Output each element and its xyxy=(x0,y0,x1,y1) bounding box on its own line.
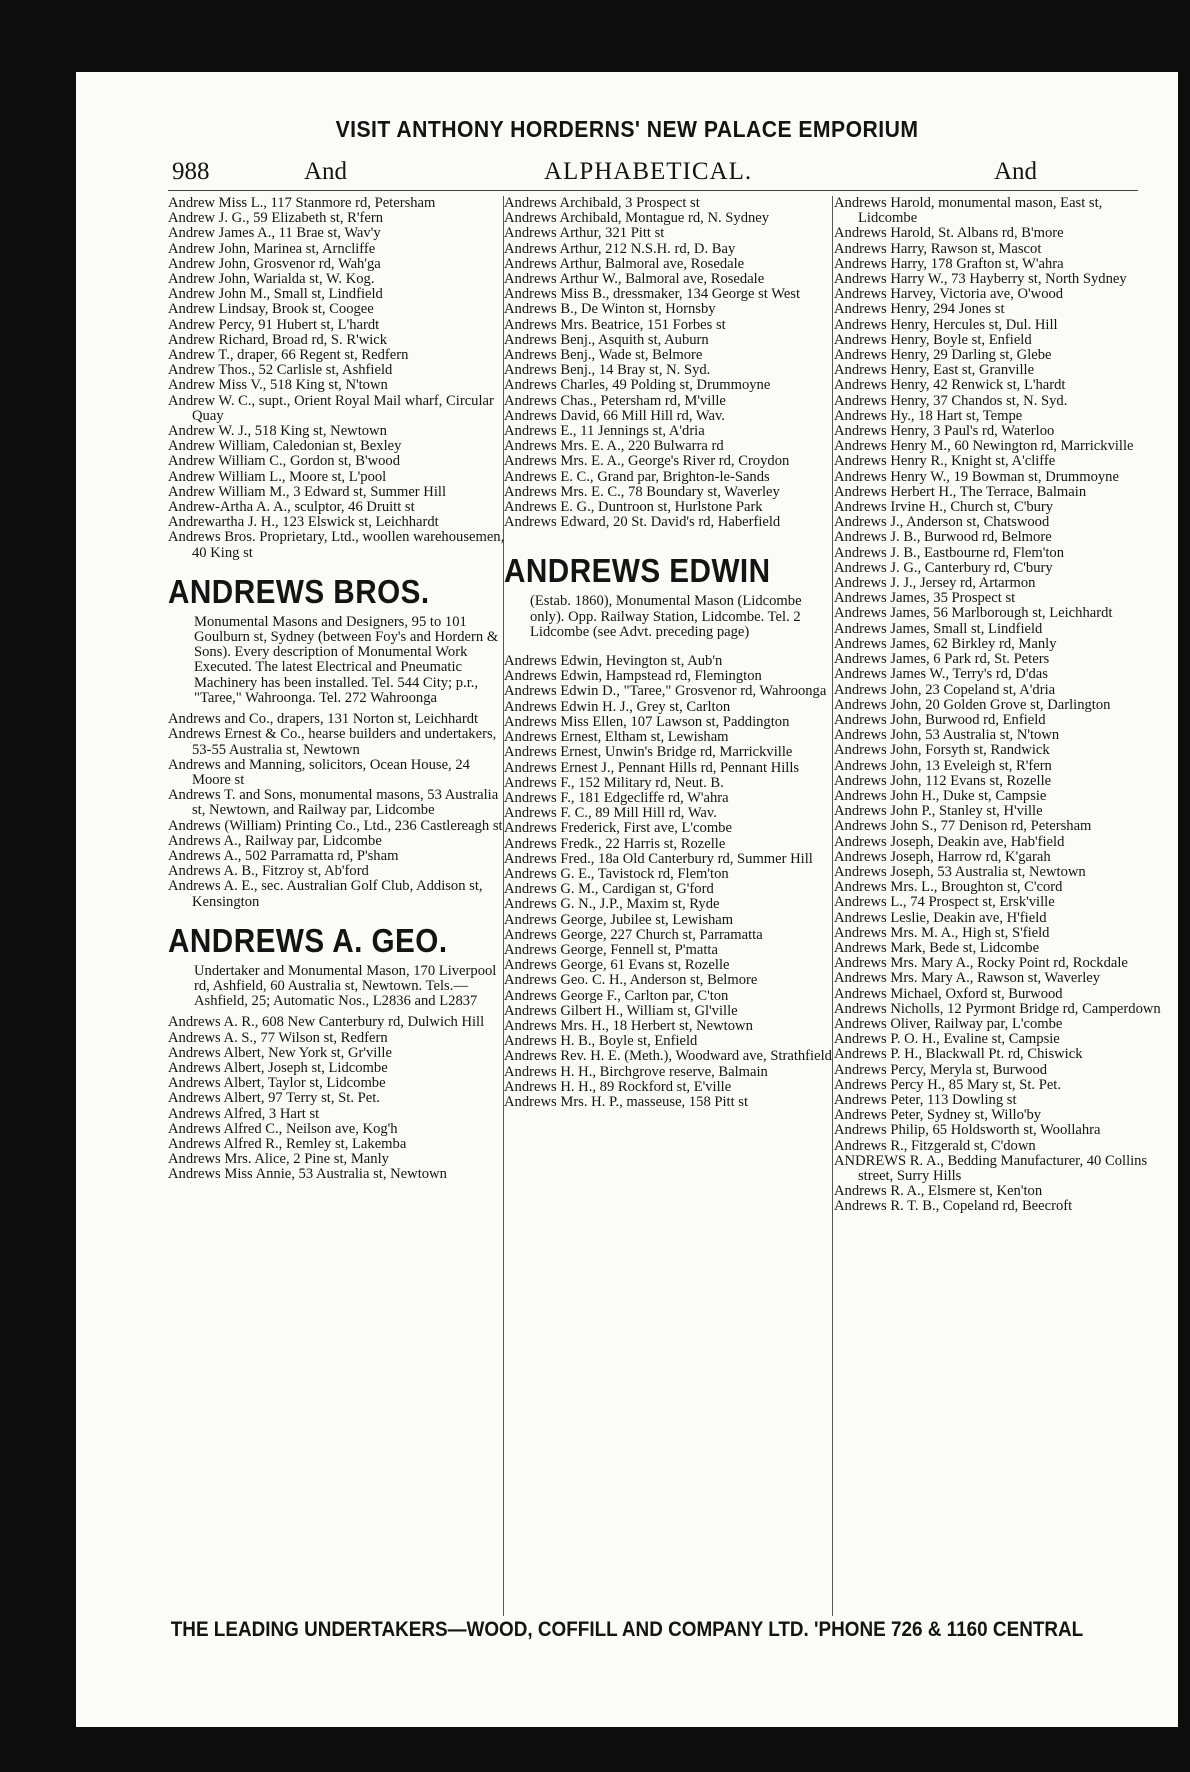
directory-entry: Andrews Mrs. Alice, 2 Pine st, Manly xyxy=(168,1151,389,1168)
directory-entry: Andrews and Manning, solicitors, Ocean House, 24 Moore st xyxy=(168,756,470,788)
directory-entry: Andrews Arthur, 212 N.S.H. rd, D. Bay xyxy=(504,240,736,257)
directory-entry: Andrew Richard, Broad rd, S. R'wick xyxy=(168,331,388,348)
directory-entry: Andrews G. N., J.P., Maxim st, Ryde xyxy=(504,896,720,913)
column-2-list-b xyxy=(504,654,838,1110)
header-rule xyxy=(168,190,1138,191)
column-3-list xyxy=(834,196,1162,1215)
directory-entry: Andrews John H., Duke st, Campsie xyxy=(834,787,1047,804)
directory-entry: Andrews Alfred C., Neilson ave, Kog'h xyxy=(168,1120,398,1137)
directory-entry: Andrews R. A., Elsmere st, Ken'ton xyxy=(834,1183,1043,1200)
directory-entry: Andrews H. H., Birchgrove reserve, Balmain xyxy=(504,1063,768,1080)
directory-entry: Andrews Albert, Taylor st, Lidcombe xyxy=(168,1075,386,1092)
directory-entry: Andrews Mrs. E. A., George's River rd, Croydon xyxy=(504,453,790,470)
directory-entry: Andrews Charles, 49 Polding st, Drummoyne xyxy=(504,377,771,394)
directory-entry: Andrews Henry, 3 Paul's rd, Waterloo xyxy=(834,423,1055,440)
directory-entry: Andrews Benj., Asquith st, Auburn xyxy=(504,331,709,348)
directory-entry: Andrews R., Fitzgerald st, C'down xyxy=(834,1137,1036,1154)
directory-entry: Andrews Frederick, First ave, L'combe xyxy=(504,820,732,837)
directory-entry: Andrews Edwin D., "Taree," Grosvenor rd, Wahroonga xyxy=(504,683,827,700)
directory-entry: Andrews Henry, East st, Granville xyxy=(834,362,1035,379)
directory-entry: Andrews Ernest J., Pennant Hills rd, Pennant Hills xyxy=(504,759,800,776)
directory-entry: Andrews J. G., Canterbury rd, C'bury xyxy=(834,559,1053,576)
ad-text-andrews-edwin: (Estab. 1860), Monumental Mason (Lidcombe only). Opp. Railway Station, Lidcombe. Tel. 2 Lidcombe (see Advt. preceding page) xyxy=(530,593,802,640)
column-1 xyxy=(168,196,506,1616)
directory-entry: Andrews Henry R., Knight st, A'cliffe xyxy=(834,453,1056,470)
directory-entry: Andrews Joseph, 53 Australia st, Newtown xyxy=(834,863,1086,880)
directory-entry: Andrews Mrs. Beatrice, 151 Forbes st xyxy=(504,316,726,333)
directory-entry: Andrews Henry M., 60 Newington rd, Marrickville xyxy=(834,438,1134,455)
directory-entry: Andrews George F., Carlton par, C'ton xyxy=(504,987,729,1004)
directory-entry: Andrews A., 502 Parramatta rd, P'sham xyxy=(168,847,399,864)
column-1-list-c xyxy=(168,1015,506,1182)
footer-advertisement: THE LEADING UNDERTAKERS—WOOD, COFFILL AND COMPANY LTD. 'PHONE 726 & 1160 CENTRAL xyxy=(170,1618,1084,1641)
directory-entry: Andrews E. C., Grand par, Brighton-le-Sands xyxy=(504,468,770,485)
directory-entry: Andrews J. B., Eastbourne rd, Flem'ton xyxy=(834,544,1065,561)
directory-entry: Andrews L., 74 Prospect st, Ersk'ville xyxy=(834,894,1055,911)
directory-entry: Andrews Harry W., 73 Hayberry st, North Sydney xyxy=(834,271,1127,288)
directory-entry: Andrews H. B., Boyle st, Enfield xyxy=(504,1033,698,1050)
directory-entry: Andrews James, 6 Park rd, St. Peters xyxy=(834,651,1050,668)
header-right-word: And xyxy=(994,158,1038,185)
directory-entry: Andrew Thos., 52 Carlisle st, Ashfield xyxy=(168,362,393,379)
directory-entry: Andrews T. and Sons, monumental masons, 53 Australia st, Newtown, and Railway par, Lidcombe xyxy=(168,787,499,819)
directory-entry: Andrews Harry, Rawson st, Mascot xyxy=(834,240,1042,257)
directory-entry: Andrews Harold, monumental mason, East st, Lidcombe xyxy=(834,196,1103,227)
directory-entry: Andrews Benj., Wade st, Belmore xyxy=(504,347,703,364)
directory-entry: Andrews Philip, 65 Holdsworth st, Woollahra xyxy=(834,1122,1101,1139)
directory-entry: Andrews James, 62 Birkley rd, Manly xyxy=(834,635,1057,652)
directory-entry: Andrews John, 13 Eveleigh st, R'fern xyxy=(834,757,1052,774)
directory-entry: Andrews Alfred, 3 Hart st xyxy=(168,1105,320,1122)
directory-entry: Andrews James W., Terry's rd, D'das xyxy=(834,666,1048,683)
ad-heading-andrews-bros: ANDREWS BROS. xyxy=(168,572,430,610)
directory-entry: Andrews Joseph, Deakin ave, Hab'field xyxy=(834,833,1065,850)
directory-entry: Andrews E., 11 Jennings st, A'dria xyxy=(504,423,705,440)
directory-entry: Andrew William C., Gordon st, B'wood xyxy=(168,453,401,470)
directory-entry: Andrews John P., Stanley st, H'ville xyxy=(834,803,1043,820)
directory-entry: Andrews R. T. B., Copeland rd, Beecroft xyxy=(834,1198,1073,1215)
directory-entry: Andrews Edward, 20 St. David's rd, Haberfield xyxy=(504,514,781,531)
directory-entry: Andrew John, Grosvenor rd, Wah'ga xyxy=(168,255,381,272)
directory-entry: Andrews Mrs. H., 18 Herbert st, Newtown xyxy=(504,1017,753,1034)
directory-entry: Andrews George, 61 Evans st, Rozelle xyxy=(504,957,730,974)
directory-entry: Andrews A. E., sec. Australian Golf Club, Addison st, Kensington xyxy=(168,878,483,910)
directory-entry: Andrew Lindsay, Brook st, Coogee xyxy=(168,301,374,318)
directory-entry: Andrews F., 181 Edgecliffe rd, W'ahra xyxy=(504,789,729,806)
directory-entry: Andrews Edwin, Hampstead rd, Flemington xyxy=(504,668,762,685)
directory-entry: Andrews Miss Ellen, 107 Lawson st, Paddington xyxy=(504,713,790,730)
directory-entry: Andrews H. H., 89 Rockford st, E'ville xyxy=(504,1078,732,1095)
directory-entry: Andrews Joseph, Harrow rd, K'garah xyxy=(834,848,1051,865)
directory-entry: Andrews Mrs. H. P., masseuse, 158 Pitt st xyxy=(504,1093,749,1110)
directory-entry: Andrews John, 23 Copeland st, A'dria xyxy=(834,681,1056,698)
directory-entry: Andrews James, Small st, Lindfield xyxy=(834,620,1043,637)
directory-entry: Andrews F., 152 Military rd, Neut. B. xyxy=(504,774,724,791)
directory-entry: Andrewartha J. H., 123 Elswick st, Leichhardt xyxy=(168,514,439,531)
directory-entry: Andrews David, 66 Mill Hill rd, Wav. xyxy=(504,407,725,424)
directory-entry: Andrews A. B., Fitzroy st, Ab'ford xyxy=(168,863,369,880)
directory-entry: Andrews Mrs. M. A., High st, S'field xyxy=(834,924,1050,941)
directory-entry: Andrews J. J., Jersey rd, Artarmon xyxy=(834,575,1036,592)
directory-entry: Andrew William, Caledonian st, Bexley xyxy=(168,438,402,455)
directory-entry: Andrews Peter, 113 Dowling st xyxy=(834,1091,1017,1108)
directory-entry: Andrews Mrs. L., Broughton st, C'cord xyxy=(834,879,1063,896)
directory-entry: Andrews Chas., Petersham rd, M'ville xyxy=(504,392,726,409)
directory-entry: Andrews Fredk., 22 Harris st, Rozelle xyxy=(504,835,726,852)
directory-entry: Andrew Miss V., 518 King st, N'town xyxy=(168,377,388,394)
directory-entry: Andrews J. B., Burwood rd, Belmore xyxy=(834,529,1052,546)
directory-entry: ANDREWS R. A., Bedding Manufacturer, 40 Collins street, Surry Hills xyxy=(834,1152,1148,1184)
directory-entry: Andrews George, Jubilee st, Lewisham xyxy=(504,911,734,928)
directory-entry: Andrew J. G., 59 Elizabeth st, R'fern xyxy=(168,210,384,227)
directory-entry: Andrew William L., Moore st, L'pool xyxy=(168,468,387,485)
directory-entry: Andrews A. S., 77 Wilson st, Redfern xyxy=(168,1029,388,1046)
directory-entry: Andrew John M., Small st, Lindfield xyxy=(168,286,383,303)
directory-entry: Andrews F. C., 89 Mill Hill rd, Wav. xyxy=(504,805,717,822)
directory-entry: Andrews Miss Annie, 53 Australia st, Newtown xyxy=(168,1166,447,1183)
directory-entry: Andrews Edwin H. J., Grey st, Carlton xyxy=(504,698,731,715)
column-3 xyxy=(834,196,1162,1616)
directory-entry: Andrews Rev. H. E. (Meth.), Woodward ave, Strathfield xyxy=(504,1048,832,1065)
directory-entry: Andrews Hy., 18 Hart st, Tempe xyxy=(834,407,1023,424)
directory-entry: Andrews Harvey, Victoria ave, O'wood xyxy=(834,286,1064,303)
directory-entry: Andrews A., Railway par, Lidcombe xyxy=(168,832,382,849)
directory-entry: Andrew John, Warialda st, W. Kog. xyxy=(168,271,375,288)
page-number: 988 xyxy=(172,158,210,185)
directory-entry: Andrew W. C., supt., Orient Royal Mail wharf, Circular Quay xyxy=(168,392,494,424)
directory-entry: Andrew-Artha A. A., sculptor, 46 Druitt st xyxy=(168,499,415,516)
ad-heading-andrews-edwin: ANDREWS EDWIN xyxy=(504,552,771,590)
directory-entry: Andrews Henry, Boyle st, Enfield xyxy=(834,331,1032,348)
directory-entry: Andrews Ernest & Co., hearse builders and undertakers, 53-55 Australia st, Newtown xyxy=(168,726,497,758)
directory-entry: Andrews Herbert H., The Terrace, Balmain xyxy=(834,483,1087,500)
directory-entry: Andrews A. R., 608 New Canterbury rd, Dulwich Hill xyxy=(168,1014,485,1031)
directory-entry: Andrews Edwin, Hevington st, Aub'n xyxy=(504,653,723,670)
directory-entry: Andrews J., Anderson st, Chatswood xyxy=(834,514,1050,531)
directory-entry: Andrew John, Marinea st, Arncliffe xyxy=(168,240,376,257)
directory-entry: Andrew Percy, 91 Hubert st, L'hardt xyxy=(168,316,380,333)
header-center-title: ALPHABETICAL. xyxy=(544,158,753,185)
ad-heading-andrews-geo: ANDREWS A. GEO. xyxy=(168,921,448,959)
directory-entry: Andrews Albert, New York st, Gr'ville xyxy=(168,1044,392,1061)
directory-entry: Andrews Henry, 29 Darling st, Glebe xyxy=(834,347,1052,364)
directory-entry: Andrews E. G., Duntroon st, Hurlstone Park xyxy=(504,499,763,516)
directory-entry: Andrew William M., 3 Edward st, Summer Hill xyxy=(168,483,447,500)
directory-entry: Andrews Benj., 14 Bray st, N. Syd. xyxy=(504,362,711,379)
directory-entry: Andrew T., draper, 66 Regent st, Redfern xyxy=(168,347,409,364)
directory-entry: Andrews Henry, 37 Chandos st, N. Syd. xyxy=(834,392,1068,409)
directory-entry: Andrew W. J., 518 King st, Newtown xyxy=(168,423,387,440)
directory-entry: Andrews Albert, Joseph st, Lidcombe xyxy=(168,1059,388,1076)
directory-entry: Andrews Archibald, 3 Prospect st xyxy=(504,196,700,211)
directory-entry: Andrews Percy H., 85 Mary st, St. Pet. xyxy=(834,1076,1061,1093)
column-1-list-a xyxy=(168,196,506,561)
directory-entry: Andrews John, Forsyth st, Randwick xyxy=(834,742,1050,759)
directory-entry: Andrews Fred., 18a Old Canterbury rd, Summer Hill xyxy=(504,850,813,867)
directory-entry: Andrew James A., 11 Brae st, Wav'y xyxy=(168,225,381,242)
directory-entry: Andrews Bros. Proprietary, Ltd., woollen warehousemen, 40 King st xyxy=(168,529,505,561)
directory-entry: Andrews Mrs. E. C., 78 Boundary st, Waverley xyxy=(504,483,780,500)
directory-entry: Andrews Harry, 178 Grafton st, W'ahra xyxy=(834,255,1064,272)
directory-entry: Andrew Miss L., 117 Stanmore rd, Petersham xyxy=(168,196,436,211)
directory-entry: Andrews John, 112 Evans st, Rozelle xyxy=(834,772,1052,789)
directory-entry: Andrews John S., 77 Denison rd, Petersham xyxy=(834,818,1092,835)
directory-page xyxy=(76,72,1178,1727)
ad-text-andrews-geo: Undertaker and Monumental Mason, 170 Liverpool rd, Ashfield, 60 Australia st, Newtown. Tels.—Ashfield, 25; Automatic Nos., L2836 and L2837 xyxy=(194,962,497,1010)
directory-entry: Andrews Miss B., dressmaker, 134 George st West xyxy=(504,286,801,303)
ad-text-andrews-bros: Monumental Masons and Designers, 95 to 101 Goulburn st, Sydney (between Foy's and Hordern & Sons). Every description of Monumental Work Executed. The latest Electrical and Pneumatic Machinery has been installed. Tel. 544 City; p.r., "Taree," Wahroonga. Tel. 272 Wahroonga xyxy=(194,613,499,706)
directory-entry: Andrews Irvine H., Church st, C'bury xyxy=(834,499,1054,516)
directory-entry: Andrews George, Fennell st, P'matta xyxy=(504,941,718,958)
directory-entry: Andrews John, 20 Golden Grove st, Darlington xyxy=(834,696,1111,713)
directory-entry: Andrews (William) Printing Co., Ltd., 236 Castlereagh st xyxy=(168,817,503,834)
directory-entry: Andrews James, 35 Prospect st xyxy=(834,590,1016,607)
directory-entry: Andrews Archibald, Montague rd, N. Sydney xyxy=(504,210,770,227)
top-banner: VISIT ANTHONY HORDERNS' NEW PALACE EMPORIUM xyxy=(335,116,919,142)
column-2-list-a xyxy=(504,196,838,530)
directory-entry: Andrews Henry W., 19 Bowman st, Drummoyne xyxy=(834,468,1119,485)
column-1-list-b xyxy=(168,712,506,910)
directory-entry: Andrews John, Burwood rd, Enfield xyxy=(834,711,1046,728)
directory-entry: Andrews Mrs. E. A., 220 Bulwarra rd xyxy=(504,438,724,455)
directory-entry: Andrews Oliver, Railway par, L'combe xyxy=(834,1015,1063,1032)
directory-entry: Andrews Mrs. Mary A., Rawson st, Waverley xyxy=(834,970,1101,987)
directory-entry: Andrews Nicholls, 12 Pyrmont Bridge rd, Camperdown xyxy=(834,1000,1161,1017)
header-left-word: And xyxy=(304,158,348,185)
directory-entry: Andrews G. E., Tavistock rd, Flem'ton xyxy=(504,865,729,882)
column-2 xyxy=(504,196,838,1616)
directory-entry: Andrews Harold, St. Albans rd, B'more xyxy=(834,225,1064,242)
directory-entry: Andrews Alfred R., Remley st, Lakemba xyxy=(168,1135,407,1152)
directory-entry: Andrews Peter, Sydney st, Willo'by xyxy=(834,1107,1042,1124)
directory-entry: Andrews Ernest, Unwin's Bridge rd, Marrickville xyxy=(504,744,793,761)
directory-entry: Andrews Mrs. Mary A., Rocky Point rd, Rockdale xyxy=(834,955,1128,972)
directory-entry: Andrews Albert, 97 Terry st, St. Pet. xyxy=(168,1090,380,1107)
directory-entry: Andrews Leslie, Deakin ave, H'field xyxy=(834,909,1047,926)
directory-entry: Andrews Arthur, Balmoral ave, Rosedale xyxy=(504,255,745,272)
directory-entry: Andrews Gilbert H., William st, Gl'ville xyxy=(504,1002,738,1019)
directory-entry: Andrews P. H., Blackwall Pt. rd, Chiswick xyxy=(834,1046,1083,1063)
directory-entry: Andrews Geo. C. H., Anderson st, Belmore xyxy=(504,972,758,989)
directory-entry: Andrews Henry, 294 Jones st xyxy=(834,301,1005,318)
directory-entry: Andrews Arthur W., Balmoral ave, Rosedale xyxy=(504,271,765,288)
directory-entry: Andrews Mark, Bede st, Lidcombe xyxy=(834,939,1040,956)
directory-entry: Andrews B., De Winton st, Hornsby xyxy=(504,301,716,318)
directory-entry: Andrews and Co., drapers, 131 Norton st, Leichhardt xyxy=(168,711,479,728)
directory-entry: Andrews Percy, Meryla st, Burwood xyxy=(834,1061,1048,1078)
directory-entry: Andrews G. M., Cardigan st, G'ford xyxy=(504,881,714,898)
directory-entry: Andrews John, 53 Australia st, N'town xyxy=(834,727,1060,744)
directory-entry: Andrews George, 227 Church st, Parramatta xyxy=(504,926,763,943)
directory-entry: Andrews Ernest, Eltham st, Lewisham xyxy=(504,729,729,746)
directory-entry: Andrews Arthur, 321 Pitt st xyxy=(504,225,665,242)
directory-entry: Andrews Henry, 42 Renwick st, L'hardt xyxy=(834,377,1066,394)
directory-entry: Andrews P. O. H., Evaline st, Campsie xyxy=(834,1031,1060,1048)
directory-entry: Andrews James, 56 Marlborough st, Leichhardt xyxy=(834,605,1113,622)
directory-entry: Andrews Michael, Oxford st, Burwood xyxy=(834,985,1063,1002)
directory-entry: Andrews Henry, Hercules st, Dul. Hill xyxy=(834,316,1058,333)
